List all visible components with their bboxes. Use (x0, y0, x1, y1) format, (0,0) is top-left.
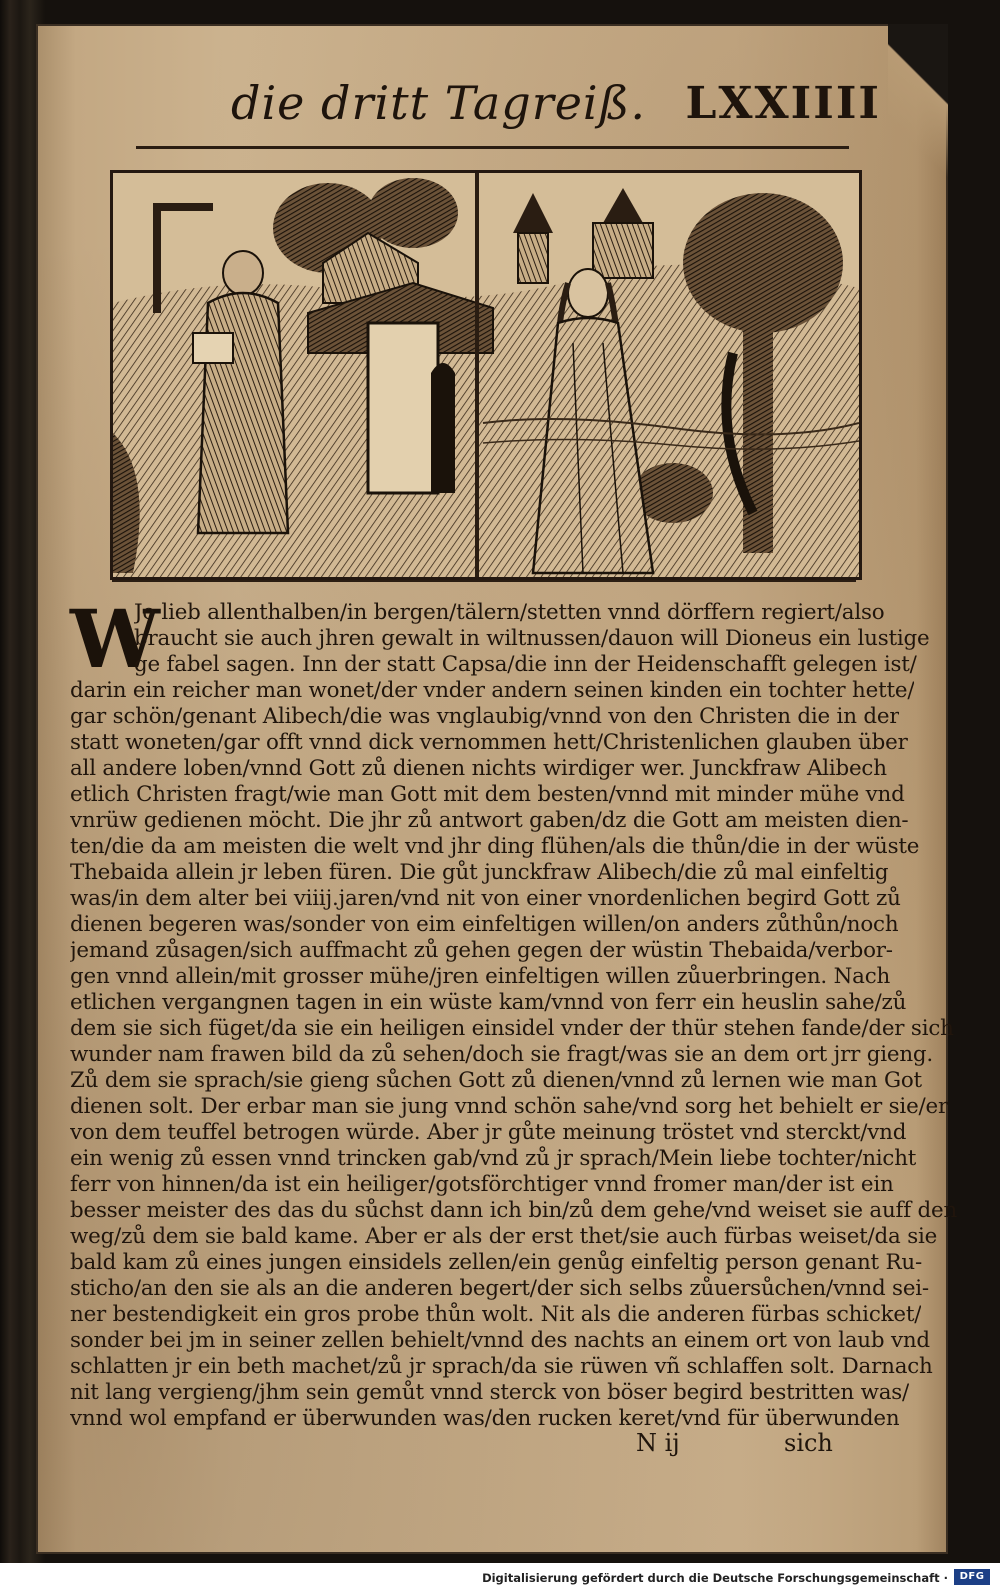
text-line: dem sie sich füget/da sie ein heiligen einsidel vnder der thür stehen fande/der sich (70, 1016, 954, 1041)
text-line: was/in dem alter bei viiij.jaren/vnd nit von einer vnordenlichen begird Gott zů (70, 886, 901, 911)
text-line: ge fabel sagen. Inn der statt Capsa/die inn der Heidenschafft gelegen ist/ (134, 652, 917, 677)
text-line: gar schön/genant Alibech/die was vnglaubig/vnnd von den Christen die in der (70, 704, 900, 729)
woodcut-image (113, 173, 859, 577)
page-header (191, 64, 881, 134)
text-line: bald kam zů eines jungen einsidels zellen/ein genůg einfeltig person genant Ru- (70, 1250, 923, 1275)
text-line: weg/zů dem sie bald kame. Aber er als der erst thet/sie auch fürbas weiset/da sie (70, 1224, 938, 1249)
text-line: Je lieb allenthalben/in bergen/tälern/stetten vnnd dörffern regiert/also (134, 600, 885, 625)
text-line: von dem teuffel betrogen würde. Aber jr gůte meinung tröstet vnd sterckt/vnd (70, 1120, 907, 1145)
text-line: Zů dem sie sprach/sie gieng sůchen Gott zů dienen/vnnd zů lernen wie man Got (70, 1068, 922, 1093)
top-rule (136, 146, 849, 149)
book-page (36, 24, 958, 1554)
text-line: sonder bei jm in seiner zellen behielt/vnnd des nachts an einem ort von laub vnd (70, 1328, 930, 1353)
text-line: nit lang vergieng/jhm sein gemůt vnnd sterck von böser begird bestritten was/ (70, 1380, 910, 1405)
text-line: vnrüw gedienen möcht. Die jhr zů antwort gaben/dz die Gott am meisten dien- (70, 808, 909, 833)
text-line: dienen begeren was/sonder von eim einfeltigen willen/on anders zůthůn/noch (70, 912, 899, 937)
text-line: all andere loben/vnnd Gott zů dienen nichts wirdiger wer. Junckfraw Alibech (70, 756, 887, 781)
text-line: dienen solt. Der erbar man sie jung vnnd schön sahe/vnd sorg het behielt er sie/er (70, 1094, 949, 1119)
text-line: jemand zůsagen/sich auffmacht zů gehen gegen der wüstin Thebaida/verbor- (70, 938, 893, 963)
digitization-footer (0, 1563, 1000, 1593)
signature-mark: N ij (636, 1429, 680, 1457)
footer-credit: Digitalisierung gefördert durch die Deutsche Forschungsgemeinschaft · (482, 1571, 948, 1585)
woodcut-illustration (110, 170, 862, 580)
text-line: schlatten jr ein beth machet/zů jr sprach/da sie rüwen vñ schlaffen solt. Darnach (70, 1354, 933, 1379)
text-line: ferr von hinnen/da ist ein heiliger/gotsförchtiger vnnd fromer man/der ist ein (70, 1172, 894, 1197)
text-line: sticho/an den sie als an die anderen begert/der sich selbs zůuersůchen/vnnd sei- (70, 1276, 929, 1301)
text-line: vnnd wol empfand er überwunden was/den rucken keret/vnd für überwunden (70, 1406, 900, 1431)
body-text (70, 592, 958, 1431)
text-line: statt woneten/gar offt vnnd dick vernommen hett/Christenlichen glauben über (70, 730, 908, 755)
text-line: wunder nam frawen bild da zů sehen/doch sie fragt/was sie an dem ort jrr gieng. (70, 1042, 934, 1067)
text-line: besser meister des das du sůchst dann ich bin/zů dem gehe/vnd weiset sie auff den (70, 1198, 958, 1223)
bottom-rule (112, 580, 856, 582)
text-line: etlichen vergangnen tagen in ein wüste kam/vnnd von ferr ein heuslin sahe/zů (70, 990, 907, 1015)
catchword: sich (784, 1429, 833, 1457)
folio-number: LXXIIII (685, 78, 881, 129)
running-title: die dritt Tagreiß. (231, 76, 646, 130)
text-line: ner bestendigkeit ein gros probe thůn wolt. Nit als die anderen fürbas schicket/ (70, 1302, 922, 1327)
text-line: gen vnnd allein/mit grosser mühe/jren einfeltigen willen zůuerbringen. Nach (70, 964, 891, 989)
text-line: etlich Christen fragt/wie man Gott mit dem besten/vnnd mit minder mühe vnd (70, 782, 905, 807)
text-line: darin ein reicher man wonet/der vnder andern seinen kinden ein tochter hette/ (70, 678, 915, 703)
dfg-logo: DFG (954, 1569, 990, 1585)
text-line: ten/die da am meisten die welt vnd jhr ding flühen/als die thůn/die in der wüste (70, 834, 920, 859)
decorated-initial: W (70, 592, 160, 686)
text-line: Thebaida allein jr leben füren. Die gůt junckfraw Alibech/die zů mal einfeltig (70, 860, 889, 885)
text-line: braucht sie auch jhren gewalt in wiltnussen/dauon will Dioneus ein lustige (134, 626, 930, 651)
text-line: ein wenig zů essen vnnd trincken gab/vnd zů jr sprach/Mein liebe tochter/nicht (70, 1146, 917, 1171)
